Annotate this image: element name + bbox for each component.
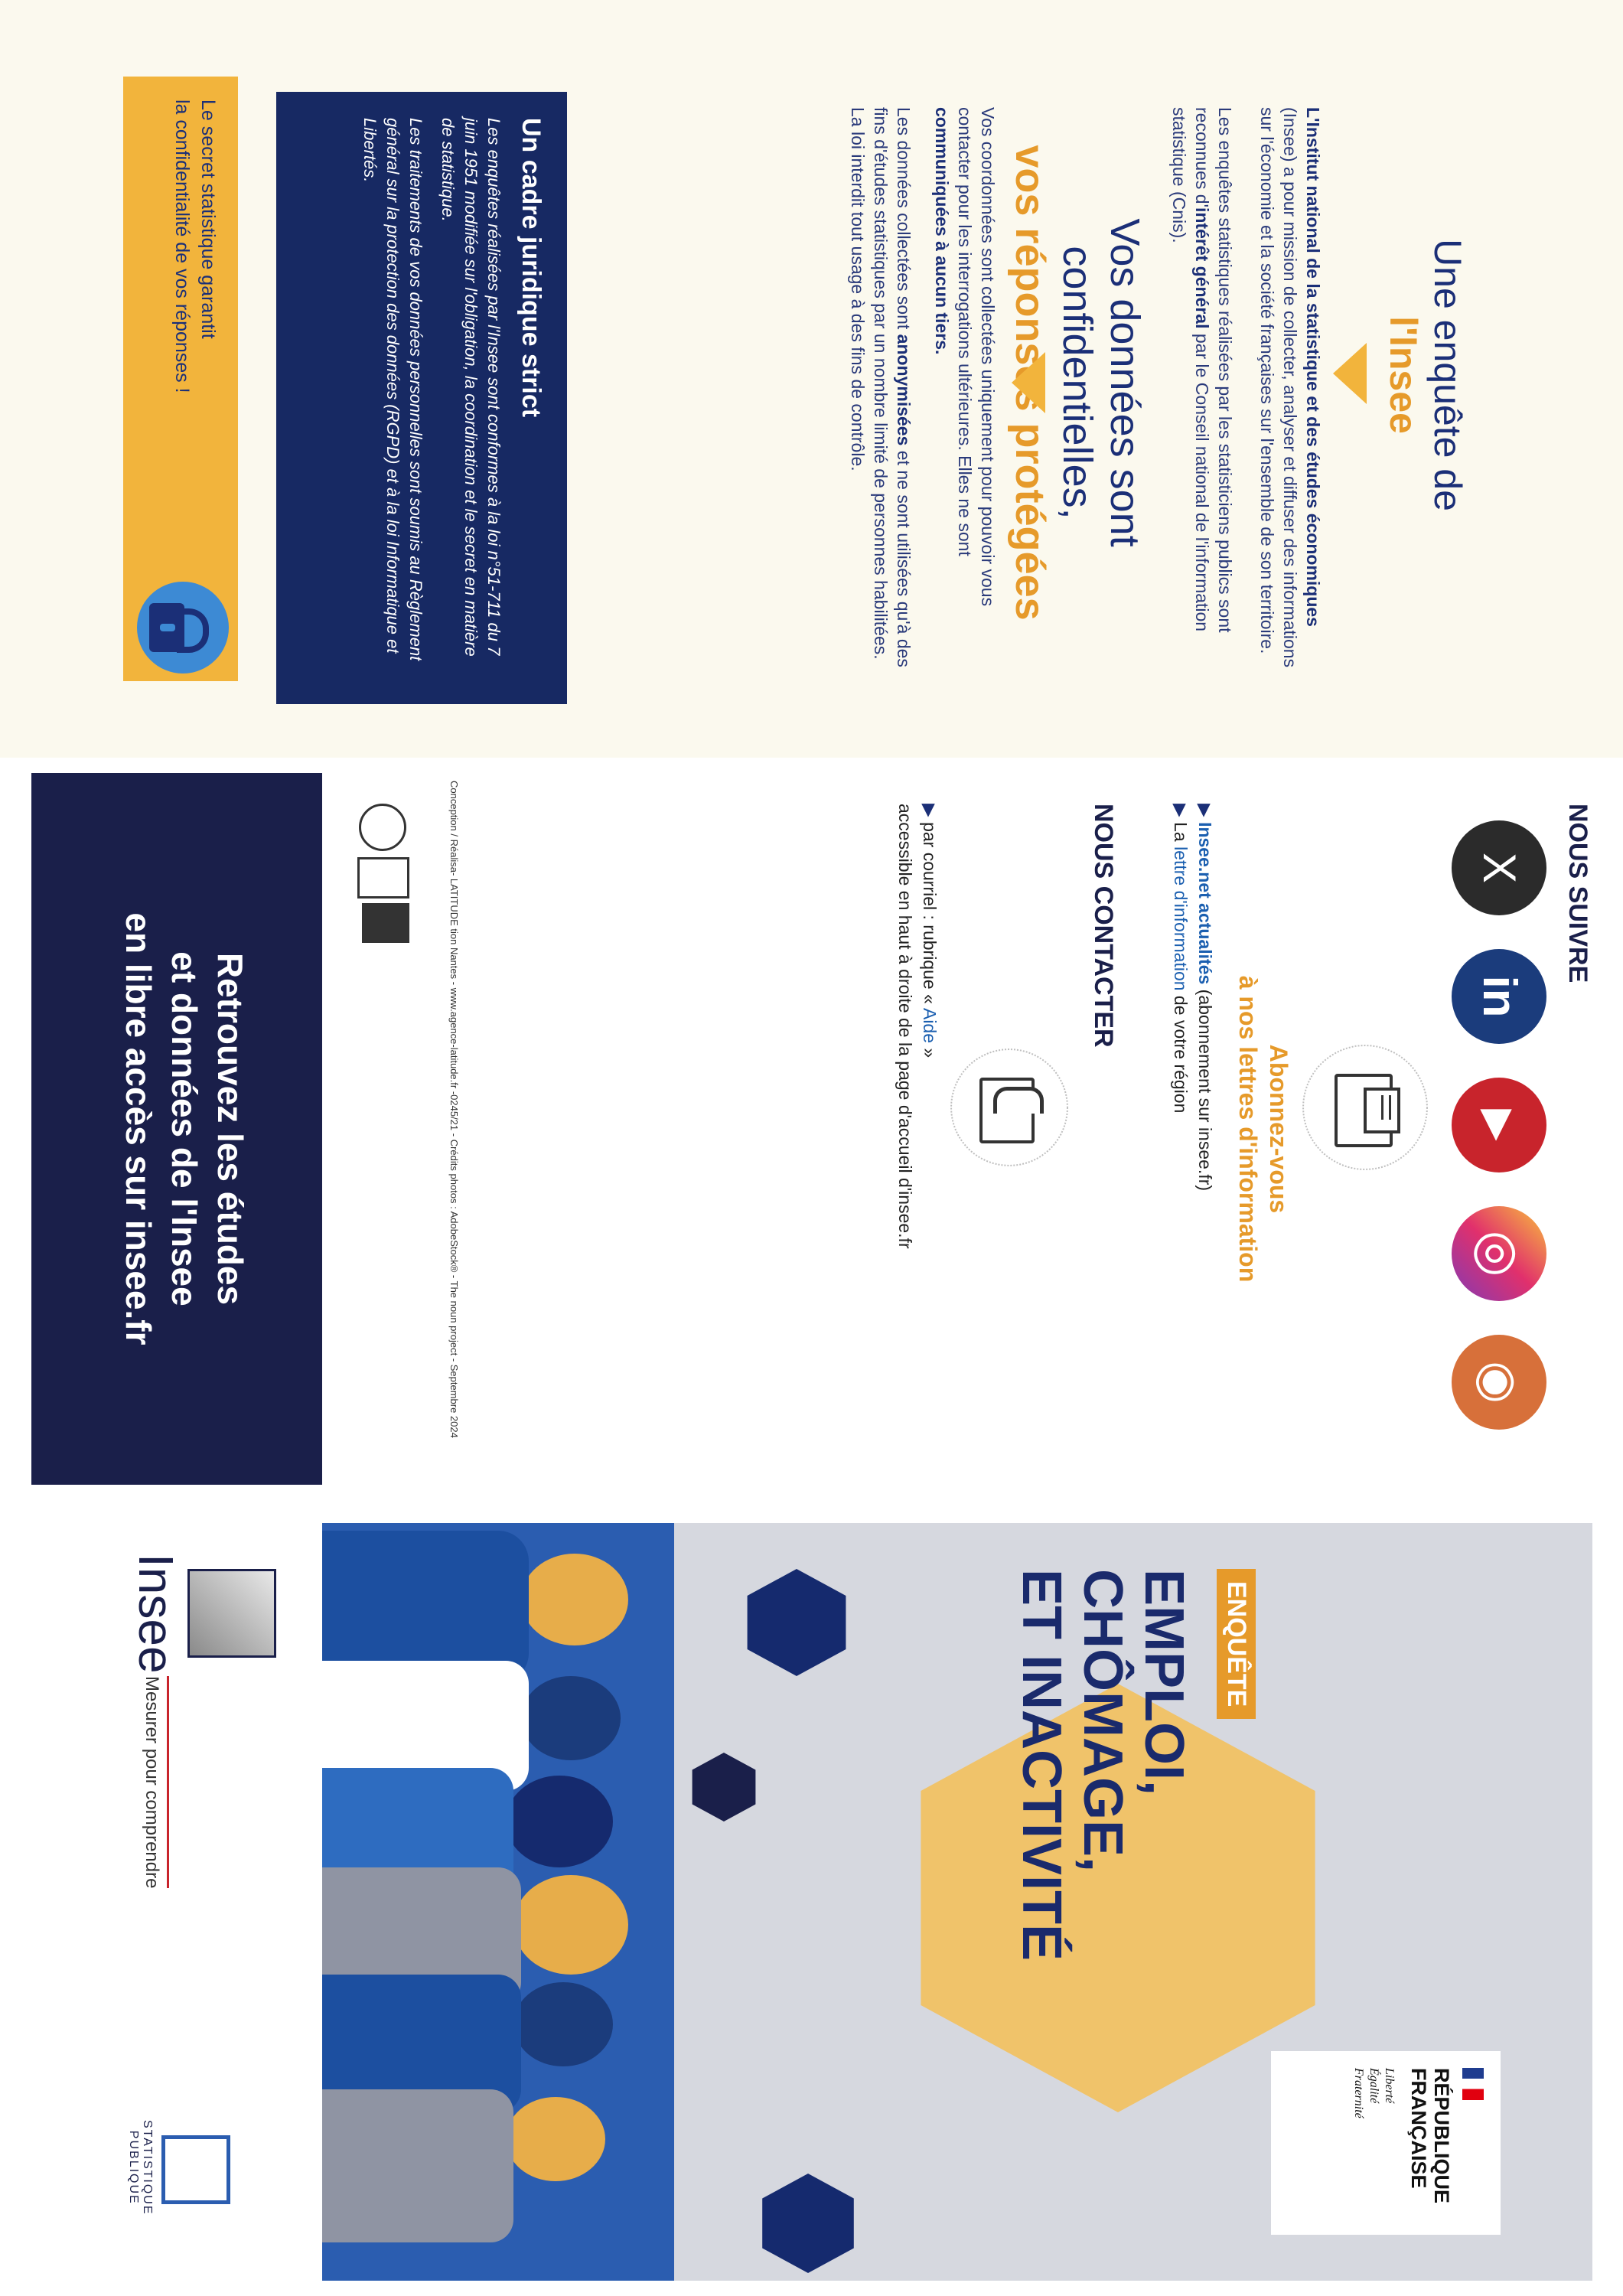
stat-interest-text-end: par le Conseil national de l'information statistique (Cnis). xyxy=(1169,107,1212,632)
french-flag-icon xyxy=(1462,2068,1484,2100)
envelope-icon xyxy=(1302,1045,1428,1170)
legal-framework-para2: Les traitements de vos données personnelles sont soumis au Règlement général sur la protection des données (RGPD) et à la loi Informatique et Libertés. xyxy=(360,118,425,661)
panel-confidentiality xyxy=(0,0,1623,758)
anonymisation-text-start: Les données collectées sont xyxy=(894,107,914,334)
contact-line2: accessible en haut à droite de la page d'accueil d'insee.fr xyxy=(895,804,915,1249)
statistical-secret-line1: Le secret statistique garantit xyxy=(197,99,219,339)
contact-text-start: par courriel : rubrique « xyxy=(920,822,940,1008)
insee-tagline: Mesurer pour comprendre xyxy=(141,1676,169,1888)
subscribe-title-line2: à nos lettres d'information xyxy=(1234,975,1262,1283)
rf-motto-1: Liberté xyxy=(1383,2068,1396,2104)
survey-label: ENQUÊTE xyxy=(1217,1569,1256,1719)
linkedin-icon[interactable]: in xyxy=(1452,949,1546,1044)
help-link[interactable]: Aide xyxy=(920,1007,940,1044)
insee-mission-bold: L'Institut national de la statistique et des études économiques xyxy=(1303,107,1323,627)
enquete-title-line1: Une enquête de xyxy=(1426,239,1469,511)
open-access-banner xyxy=(31,773,322,1485)
subscribe-title-line1: Abonnez-vous xyxy=(1265,1044,1292,1214)
insee-wordmark: Insee xyxy=(129,1554,184,1674)
ssp-line2: PUBLIQUE xyxy=(127,2130,140,2205)
x-icon[interactable]: X xyxy=(1452,820,1546,915)
anonymisation-paragraph xyxy=(846,107,915,681)
coordinates-text: Vos coordonnées sont collectées uniquement pour pouvoir vous contacter pour les interrogations ultérieures. Elles ne sont xyxy=(955,107,998,607)
statistical-secret-line2: la confidentialité de vos réponses ! xyxy=(171,99,193,393)
stat-interest-bold: intérêt général xyxy=(1192,207,1212,329)
open-access-line3: en libre accès sur insee.fr xyxy=(119,912,158,1345)
follow-us-title: NOUS SUIVRE xyxy=(1563,804,1592,983)
credits-line: Conception / Réalisa- LATITUDE tion Nantes - www.agence-latitude.fr -0245/21 - Crédits photos : AdobeStock® - The noun project - Septembre 2024 xyxy=(448,781,460,1438)
donnees-title-line1: Vos données sont confidentielles, xyxy=(1054,218,1148,547)
republique-francaise-logo xyxy=(1271,2051,1501,2235)
ssp-line1: STATISTIQUE xyxy=(141,2120,154,2216)
insee-mission-text: (Insee) a pour mission de collecter, analyser et diffuser des informations sur l'économie et la société françaises sur l'ensemble de son territoire. xyxy=(1257,107,1300,668)
cover-title-line3: ET INACTIVITÉ xyxy=(1011,1569,1072,1962)
coordinates-bold: communiquées à aucun tiers. xyxy=(932,107,952,355)
legal-framework-title: Un cadre juridique strict xyxy=(517,118,546,418)
stat-interest-text-start: Les enquêtes statistiques réalisées par les statisticiens publics sont reconnues d' xyxy=(1192,107,1235,633)
statistique-publique-logo xyxy=(161,2135,230,2204)
cover-title-line2: CHÔMAGE, xyxy=(1072,1569,1133,1872)
statistique-publique-text xyxy=(126,2120,154,2216)
enquete-title xyxy=(1381,115,1470,635)
cover-title xyxy=(1011,1569,1194,2242)
panel-cover xyxy=(0,1500,1623,2296)
rf-title xyxy=(1407,2068,1453,2203)
newsletter-list xyxy=(1168,804,1217,1477)
insee-mission-paragraph xyxy=(1256,107,1325,681)
rf-title-line1: RÉPUBLIQUE xyxy=(1430,2068,1453,2204)
recycling-icons xyxy=(330,804,414,1477)
anonymisation-bold: anonymisées xyxy=(894,334,914,446)
panel-contact xyxy=(0,758,1623,1500)
youtube-icon[interactable]: ▶ xyxy=(1452,1078,1546,1172)
insee-net-link[interactable]: Insee.net actualités xyxy=(1195,822,1215,985)
instagram-icon[interactable]: ◎ xyxy=(1452,1206,1546,1301)
rss-icon[interactable]: ◉ xyxy=(1452,1335,1546,1430)
cover-footer xyxy=(0,1523,322,2281)
bullet-icon: ▶ xyxy=(1171,804,1191,823)
contact-line xyxy=(917,804,942,1477)
newsletter-item xyxy=(1193,804,1217,1477)
recycle-icon xyxy=(359,804,406,851)
contact-us-title: NOUS CONTACTER xyxy=(1089,804,1118,1048)
people-illustration xyxy=(322,1523,674,2281)
legal-framework-para1: Les enquêtes réalisées par l'Insee sont conformes à la loi n°51-711 du 7 juin 1951 modifiée sur l'obligation, la coordination et le secret en matière de statistique. xyxy=(438,118,504,657)
phone-mail-icon xyxy=(950,1049,1068,1166)
newsletter2-text: de votre région xyxy=(1171,990,1191,1114)
stat-interest-paragraph xyxy=(1168,107,1237,681)
rf-title-line2: FRANÇAISE xyxy=(1407,2068,1430,2189)
triangle-decoration xyxy=(1333,343,1367,404)
rf-motto-2: Égalité xyxy=(1367,2068,1380,2104)
anonymisation-text-end: et ne sont utilisées qu'à des fins d'études statistiques par un nombre limité de personnes habilitées. La loi interdit tout usage à des fins de contrôle. xyxy=(848,107,914,667)
enquete-title-line2: l'Insee xyxy=(1382,316,1425,434)
triangle-decoration-2 xyxy=(1012,352,1045,413)
newsletter1-text: (abonnement sur insee.fr) xyxy=(1195,984,1215,1192)
contact-text-end: » xyxy=(920,1043,940,1058)
open-access-line2: et données de l'Insee xyxy=(165,951,204,1306)
rf-motto xyxy=(1351,2068,1396,2118)
cover-title-line1: EMPLOI, xyxy=(1133,1569,1194,1796)
contact-info xyxy=(893,804,942,1477)
donnees-title-line2: vos réponses protégées xyxy=(1007,145,1053,621)
regional-newsletter-link[interactable]: lettre d'information xyxy=(1171,846,1191,991)
legal-framework-box xyxy=(276,92,567,704)
sort-bin-icon xyxy=(362,903,409,943)
coordinates-paragraph xyxy=(930,107,999,681)
open-access-line1: Retrouvez les études xyxy=(210,952,250,1306)
rf-motto-3: Fraternité xyxy=(1352,2068,1365,2118)
bullet-icon: ▶ xyxy=(1195,804,1215,823)
insee-logo-icon xyxy=(187,1569,276,1658)
subscribe-title xyxy=(1233,781,1294,1477)
bullet-icon: ▶ xyxy=(920,804,940,823)
newsletter-item xyxy=(1168,804,1193,1477)
padlock-icon xyxy=(137,582,229,673)
paper-icon xyxy=(357,857,409,899)
newsletter2-text-start: La xyxy=(1171,822,1191,847)
